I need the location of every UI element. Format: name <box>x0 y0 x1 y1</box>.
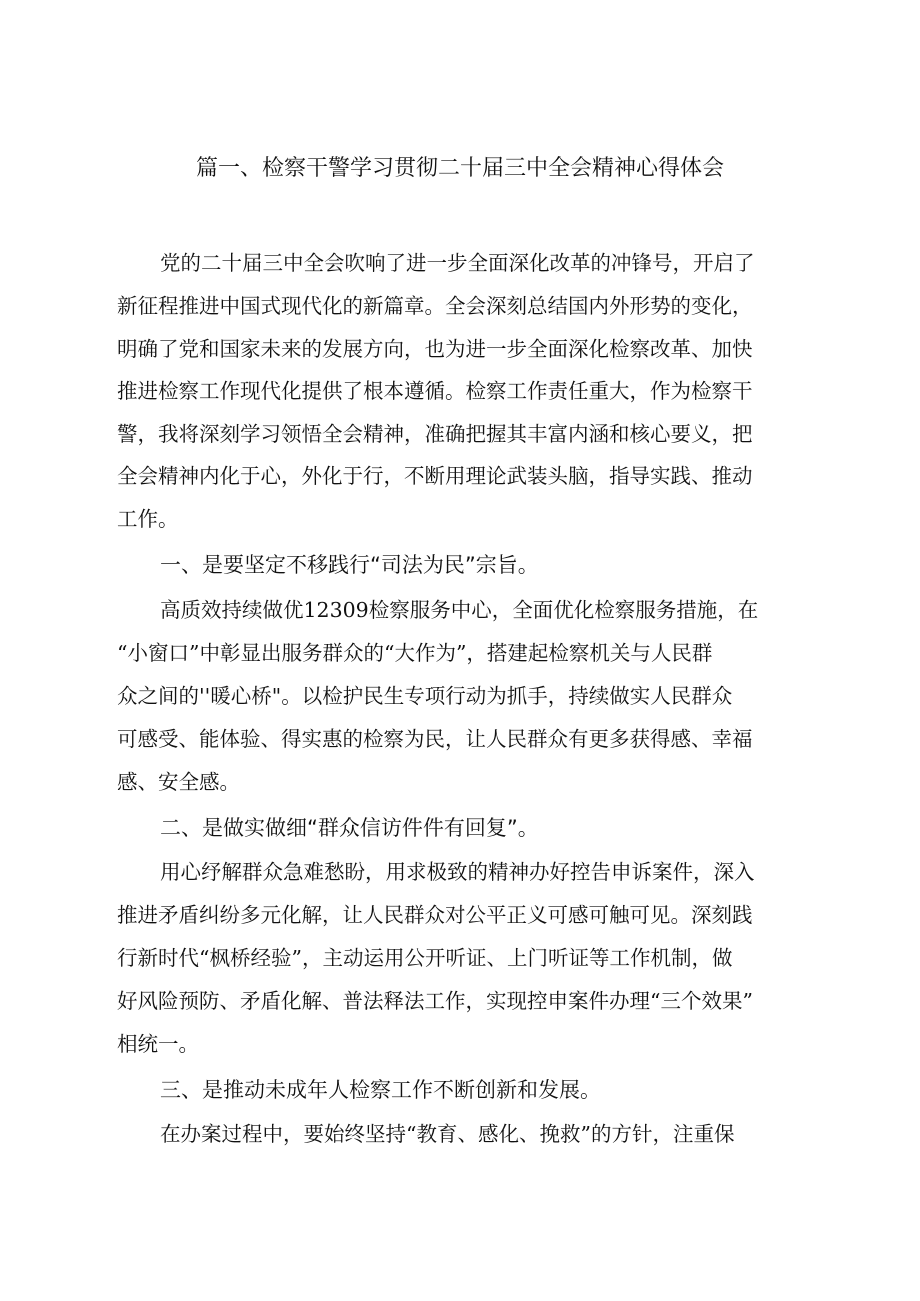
paragraph-line: 感、安全感。 <box>117 770 240 794</box>
paragraph-line: 新征程推进中国式现代化的新篇章。全会深刻总结国内外形势的变化， <box>117 294 753 318</box>
paragraph-line: 全会精神内化于心，外化于行，不断用理论武装头脑，指导实践、推动 <box>117 464 753 488</box>
paragraph-line: “小窗口”中彰显出服务群众的“大作为”，搭建起检察机关与人民群 <box>117 641 713 665</box>
paragraph-line: 警，我将深刻学习领悟全会精神，准确把握其丰富内涵和核心要义，把 <box>117 422 753 446</box>
section-heading: 一、是要坚定不移践行“司法为民”宗旨。 <box>160 553 539 577</box>
paragraph-line: 在办案过程中，要始终坚持“教育、感化、挽救”的方针，注重保 <box>160 1122 735 1146</box>
paragraph-line: 好风险预防、矛盾化解、普法释法工作，实现控申案件办理“三个效果” <box>117 989 753 1013</box>
paragraph-line: 推进检察工作现代化提供了根本遵循。检察工作责任重大，作为检察干 <box>117 379 753 403</box>
paragraph-line: 相统一。 <box>117 1032 199 1056</box>
paragraph-line: 推进矛盾纠纷多元化解，让人民群众对公平正义可感可触可见。深刻践 <box>117 903 753 927</box>
paragraph-line: 明确了党和国家未来的发展方向，也为进一步全面深化检察改革、加快 <box>117 337 753 361</box>
paragraph-line: 工作。 <box>117 507 179 531</box>
document-title: 篇一、检察干警学习贯彻二十届三中全会精神心得体会 <box>195 156 724 181</box>
paragraph-line: 党的二十届三中全会吹响了进一步全面深化改革的冲锋号，开启了 <box>160 251 755 275</box>
paragraph-line: 高质效持续做优12309检察服务中心，全面优化检察服务措施，在 <box>160 598 759 622</box>
section-heading: 三、是推动未成年人检察工作不断创新和发展。 <box>160 1078 601 1102</box>
paragraph-line: 用心纾解群众急难愁盼，用求极致的精神办好控告申诉案件，深入 <box>160 860 755 884</box>
section-heading: 二、是做实做细“群众信访件件有回复”。 <box>160 816 539 840</box>
paragraph-line: 众之间的''暖心桥"。以检护民生专项行动为抓手，持续做实人民群众 <box>117 684 733 708</box>
paragraph-line: 行新时代“枫桥经验”，主动运用公开听证、上门听证等工作机制，做 <box>117 946 733 970</box>
paragraph-line: 可感受、能体验、得实惠的检察为民，让人民群众有更多获得感、幸福 <box>117 727 753 751</box>
